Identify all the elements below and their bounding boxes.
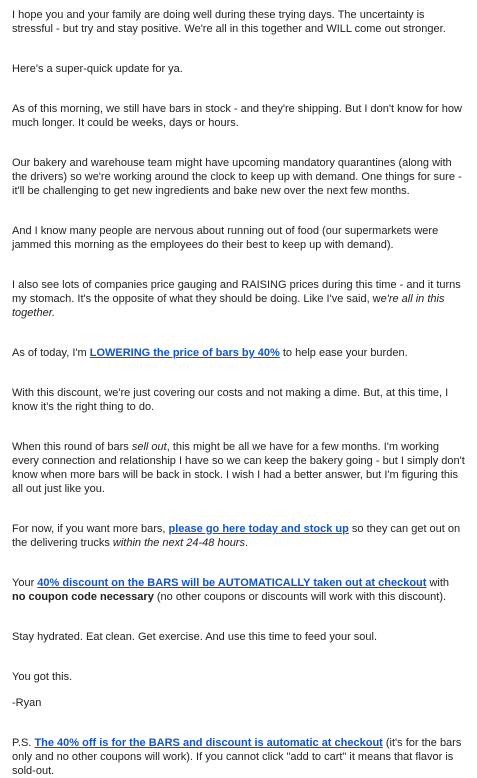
lowering-price-link[interactable]: LOWERING the price of bars by 40% <box>89 347 280 359</box>
stock-up-text-end: . <box>244 537 249 549</box>
discount-text-middle: with <box>426 577 450 589</box>
sell-out-text-before: When this round of bars <box>12 441 132 453</box>
signature: -Ryan <box>12 697 42 709</box>
price-gauging-text: I also see lots of companies price gauging and RAISING prices during this time - and it turns my stomach. It's the opposite of what they should be doing. Like I've said, w <box>12 279 461 305</box>
paragraph-stock-up <box>12 522 465 550</box>
paragraph-lowering-price <box>12 346 465 360</box>
lowering-text-before: As of today, I'm <box>12 347 90 359</box>
ps-text-after: (it's for the bars only and no other coupons will work). If you cannot click "add to cart" it means that flavor is sold-out. <box>12 737 462 777</box>
lowering-text-after: to help ease your burden. <box>279 347 408 359</box>
paragraph-you-got-this: You got this. <box>12 671 73 683</box>
price-gauging-italic: e're all in this together. <box>12 293 445 319</box>
paragraph-discount-costs: With this discount, we're just covering our costs and not making a dime. But, at this time, I know it's the right thing to do. <box>12 387 449 413</box>
paragraph-sell-out <box>12 440 465 496</box>
stock-up-italic: within the next 24-48 hours <box>112 537 245 549</box>
paragraph-greeting: I hope you and your family are doing well during these trying days. The uncertainty is stressful - but try and stay positive. We're all in this together and WILL come out stronger. <box>12 9 446 35</box>
paragraph-quarantine: Our bakery and warehouse team might have upcoming mandatory quarantines (along with the drivers) so we're working around the clock to keep up with demand. One things for sure - it'll be challenging to get new ingredients and bake new over the next few months. <box>12 157 462 197</box>
paragraph-update-intro: Here's a super-quick update for ya. <box>12 63 183 75</box>
paragraph-food-nervous: And I know many people are nervous about running out of food (our supermarkets were jammed this morning as the employees do their best to keep up with demand). <box>12 225 439 251</box>
no-coupon-bold: no coupon code necessary <box>12 591 154 603</box>
discount-text-end: (no other coupons or discounts will work with this discount). <box>153 591 447 603</box>
discount-text-before: Your <box>12 577 38 589</box>
paragraph-price-gauging <box>12 278 465 320</box>
stock-up-text-before: For now, if you want more bars, <box>12 523 169 535</box>
ps-discount-link[interactable]: The 40% off is for the BARS and discount is automatic at checkout <box>34 737 383 749</box>
paragraph-ps <box>12 736 465 778</box>
paragraph-automatic-discount <box>12 576 465 604</box>
paragraph-stay-hydrated: Stay hydrated. Eat clean. Get exercise. And use this time to feed your soul. <box>12 631 378 643</box>
stock-up-text-middle: so they can get out on the delivering trucks <box>12 523 461 549</box>
sell-out-italic: sell out <box>131 441 167 453</box>
stock-up-link[interactable]: please go here today and stock up <box>168 523 349 535</box>
paragraph-stock-status: As of this morning, we still have bars in stock - and they're shipping. But I don't know for how much longer. It could be weeks, days or hours. <box>12 103 462 129</box>
automatic-discount-link[interactable]: 40% discount on the BARS will be AUTOMATICALLY taken out at checkout <box>37 577 427 589</box>
sell-out-text-after: , this might be all we have for a few months. I'm working every connection and relationship I have so we can keep the bakery going - but I simply don't know when more bars will be back in stock. I wish I had a better answer, but I'm figuring this all out just like you. <box>12 441 465 495</box>
ps-text-before: P.S. <box>12 737 35 749</box>
